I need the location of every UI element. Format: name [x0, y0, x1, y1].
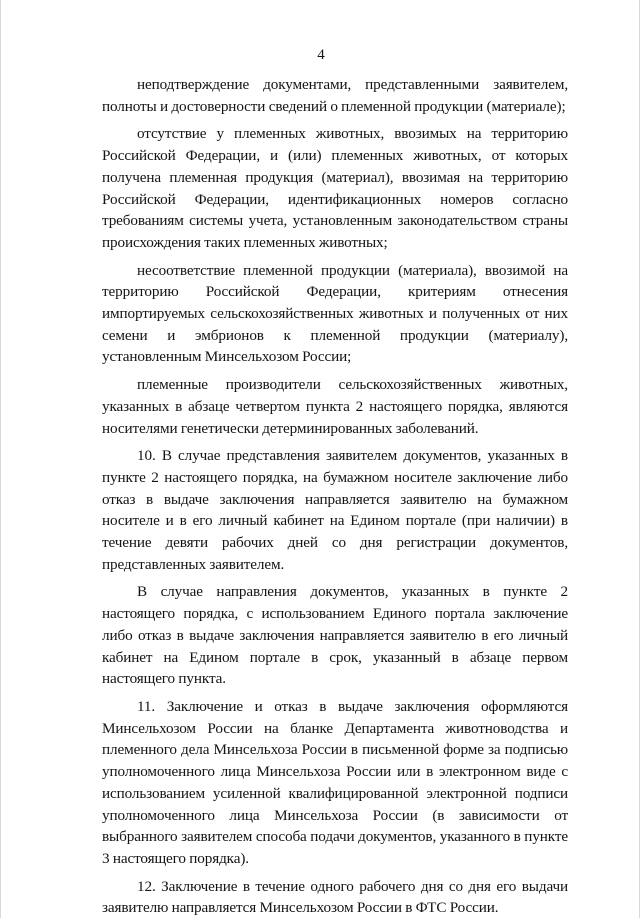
paragraph-item-10: 10. В случае представления заявителем документов, указанных в пункте 2 настоящего порядка, на бумажном носителе заключение либо отказ в выдаче заключения направляется заявителю на бумажном носителе и в его личный кабинет на Едином портале (при наличии) в течение девяти рабочих дней со дня регистрации документов, представленных заявителем.	[102, 447, 568, 573]
page-number: 4	[317, 47, 325, 63]
paragraph-criteria-mismatch: несоответствие племенной продукции (материала), ввозимой на территорию Российской Федерации, критериям отнесения импортируемых сельскохозяйственных животных и полученных от них семени и эмбрионов к племенной продукции (материалу), установленным Минсельхозом России;	[102, 261, 568, 366]
paragraph-item-10-portal: В случае направления документов, указанных в пункте 2 настоящего порядка, с использованием Единого портала заключение либо отказ в выдаче заключения направляется заявителю в его личный кабинет на Едином портале в срок, указанный в абзаце первом настоящего пункта.	[102, 583, 568, 688]
paragraph-item-12: 12. Заключение в течение одного рабочего дня со дня его выдачи заявителю направляется Минсельхозом России в ФТС России.	[102, 877, 568, 917]
paragraph-genetic-diseases: племенные производители сельскохозяйственных животных, указанных в абзаце четвертом пункта 2 настоящего порядка, являются носителями генетически детерминированных заболеваний.	[102, 376, 568, 437]
paragraph-item-11: 11. Заключение и отказ в выдаче заключения оформляются Минсельхозом России на бланке Департамента животноводства и племенного дела Минсельхоза России в письменной форме за подписью уполномоченного лица Минсельхоза России или в электронном виде с использованием усиленной квалифицированной электронной подписи уполномоченного лица Минсельхоза России (в зависимости от выбранного заявителем способа подачи документов, указанного в пункте 3 настоящего порядка).	[102, 697, 568, 867]
paragraph-nonconfirmation: неподтверждение документами, представленными заявителем, полноты и достоверности сведений о племенной продукции (материале);	[102, 76, 568, 115]
paragraph-missing-identification: отсутствие у племенных животных, ввозимых на территорию Российской Федерации, и (или) племенных животных, от которых получена племенная продукция (материал), ввозимая на территорию Российской Федерации, идентификационных номеров согласно требованиям системы учета, установленным законодательством страны происхождения таких племенных животных;	[102, 125, 568, 251]
document-body	[102, 74, 568, 919]
